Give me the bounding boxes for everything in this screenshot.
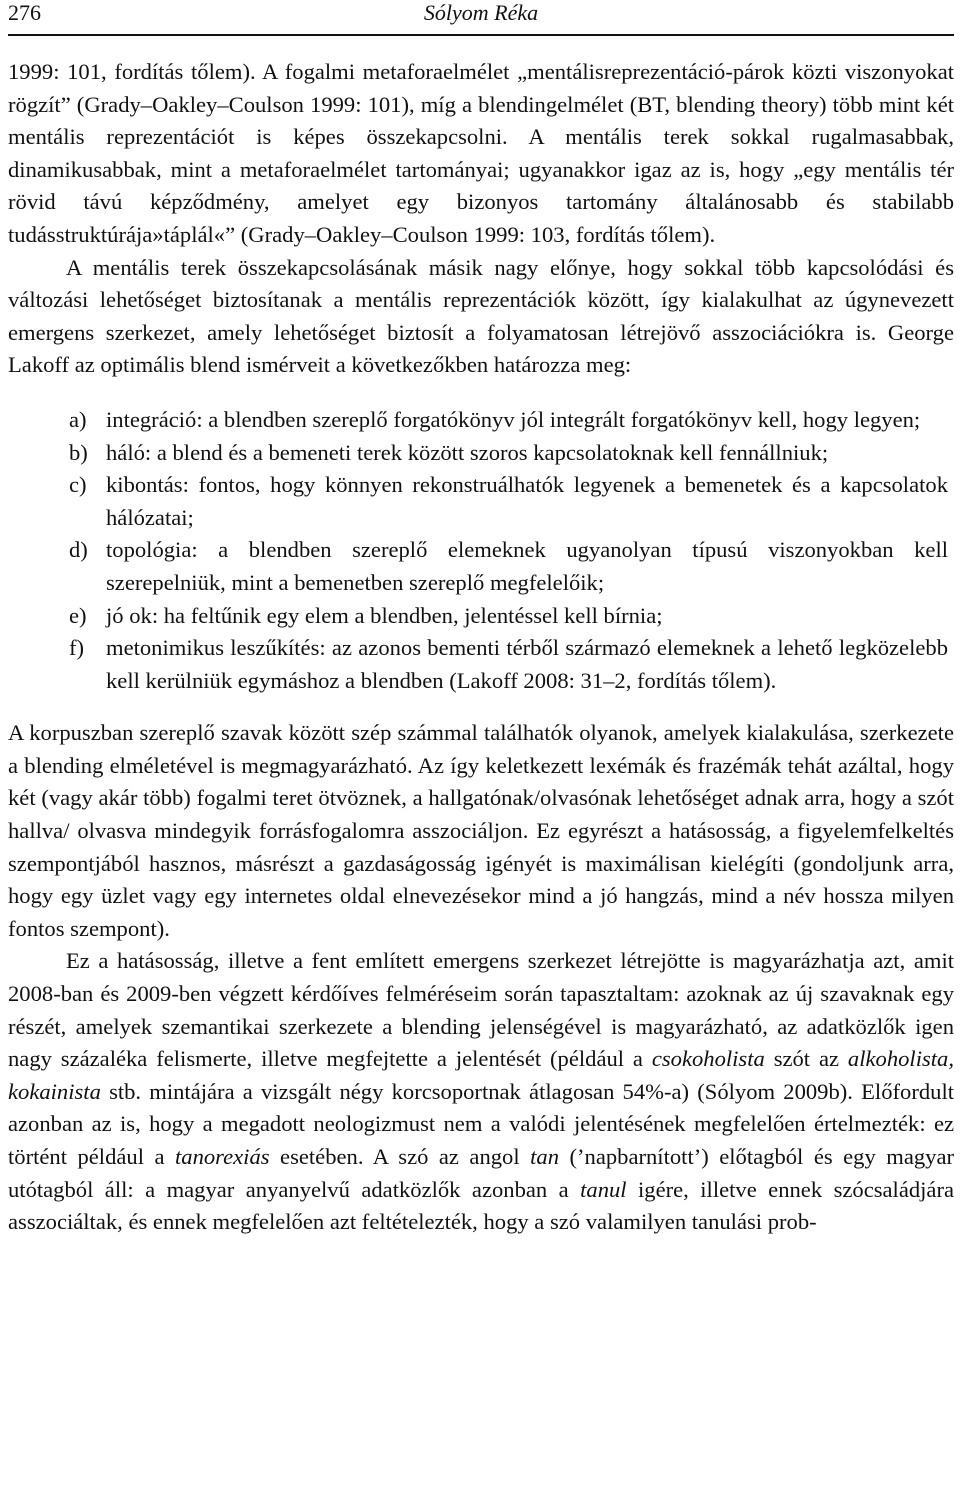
paragraph-4	[8, 945, 954, 1238]
criteria-item-e	[8, 600, 954, 633]
item-text: integráció: a blendben szereplő forgatókönyv jól integrált forgatókönyv kell, hogy legyen;	[106, 406, 921, 432]
item-label: b)	[69, 439, 88, 465]
item-text: topológia: a blendben szereplő elemeknek ugyanolyan típusú viszonyokban kell szerepelniük, mint a bemenetben szereplő megfelelőik;	[106, 537, 948, 595]
item-label: d)	[69, 537, 88, 563]
criteria-item-b	[8, 437, 954, 470]
page-body	[8, 56, 954, 1239]
text-run: Ez a hatásosság, illetve a fent említett emergens szerkezet létrejötte is magyarázhatja azt, amit 2008-ban és 2009-ben végzett kérdőíves felméréseim során tapasztaltam: azoknak az új szavaknak egy részét, amelyek szemantikai szerkezete a blending jelenségével is magyarázható, az adatközlők igen nagy százaléka felismerte, illetve megfejtette a jelentését (például a	[8, 948, 954, 1072]
example-word: alkoholista, kokainista	[8, 1046, 954, 1104]
example-word: tan	[530, 1144, 559, 1169]
item-text: metonimikus leszűkítés: az azonos bementi térből származó elemeknek a lehető legközelebb kell kerülniük egymáshoz a blendben (Lakoff 2008: 31–2, fordítás tőlem).	[106, 635, 948, 693]
text-run: (’napbarnított’) előtagból és egy magyar utótagból áll: a magyar anyanyelvű adatközlők azonban a	[8, 1144, 955, 1202]
item-label: a)	[69, 406, 87, 432]
example-word: tanorexiás	[175, 1144, 270, 1169]
criteria-item-d	[8, 534, 954, 599]
criteria-item-a	[8, 404, 954, 437]
item-text: háló: a blend és a bemeneti terek között szoros kapcsolatoknak kell fennállniuk;	[106, 439, 829, 465]
paragraph-3: A korpuszban szereplő szavak között szép számmal találhatók olyanok, amelyek kialakulása, szerkezete a blending elméletével is megmagyarázható. Az így keletkezett lexémák és frazémák tehát azáltal, hogy két (vagy akár több) fogalmi teret ötvöznek, a hallgatónak/olvasónak lehetőséget adnak arra, hogy a szót hallva/ olvasva mindegyik forrásfogalomra asszociáljon. Ez egyrészt a hatásosság, a figyelemfelkeltés szempontjából hasznos, másrészt a gazdaságosság igényét is maximálisan kielégíti (gondoljunk arra, hogy egy üzlet vagy egy internetes oldal elnevezésekor mind a jó hangzás, mind a név hossza milyen fontos szempont).	[8, 720, 954, 941]
item-text: kibontás: fontos, hogy könnyen rekonstruálhatók legyenek a bemenetek és a kapcsolatok hálózatai;	[106, 472, 948, 530]
text-run: igére, illetve ennek szócsaládjára asszociáltak, és ennek megfelelően azt feltételezték, hogy a szó valamilyen tanulási prob-	[8, 1176, 954, 1235]
header-rule	[8, 34, 954, 36]
running-title: Sólyom Réka	[423, 0, 539, 25]
page-number: 276	[8, 0, 41, 25]
example-word: csokoholista	[651, 1046, 765, 1072]
text-run: szót az	[764, 1046, 848, 1072]
paragraph-1: 1999: 101, fordítás tőlem). A fogalmi metaforaelmélet „mentálisreprezentáció-párok közti viszonyokat rögzít” (Grady–Oakley–Coulson 1999: 101), míg a blendingelmélet (BT, blending theory) több mint két mentális reprezentációt is képes összekapcsolni. A mentális terek sokkal rugalmasabbak, dinamikusabbak, mint a metaforaelmélet tartományai; ugyanakkor igaz az is, hogy „egy mentális tér rövid távú képződmény, amelyet egy bizonyos tartomány általánosabb és stabilabb tudásstruktúrája»táplál«” (Grady–Oakley–Coulson 1999: 103, fordítás tőlem).	[8, 59, 954, 247]
text-run: stb. mintájára a vizsgált négy korcsoportnak átlagosan 54%-a) (Sólyom 2009b). Előfordult azonban az is, hogy a megadott neologizmust nem a valódi jelentésének megfelelően értelmezték: ez történt például a	[8, 1078, 954, 1169]
page-header	[8, 0, 954, 30]
text-run: esetében. A szó az angol	[269, 1144, 531, 1169]
criteria-list	[8, 404, 954, 697]
paragraph-2: A mentális terek összekapcsolásának másik nagy előnye, hogy sokkal több kapcsolódási és változási lehetőséget biztosítanak a mentális reprezentációk között, így kialakulhat az úgynevezett emergens szerkezet, amely lehetőséget biztosít a folyamatosan létrejövő asszociációkra is. George Lakoff az optimális blend ismérveit a következőkben határozza meg:	[8, 254, 954, 378]
example-word: tanul	[580, 1176, 627, 1202]
item-label: e)	[69, 602, 87, 628]
item-label: f)	[69, 635, 85, 661]
criteria-item-c	[8, 469, 954, 534]
item-text: jó ok: ha feltűnik egy elem a blendben, jelentéssel kell bírnia;	[106, 602, 663, 628]
criteria-item-f	[8, 632, 954, 697]
item-label: c)	[69, 472, 87, 498]
